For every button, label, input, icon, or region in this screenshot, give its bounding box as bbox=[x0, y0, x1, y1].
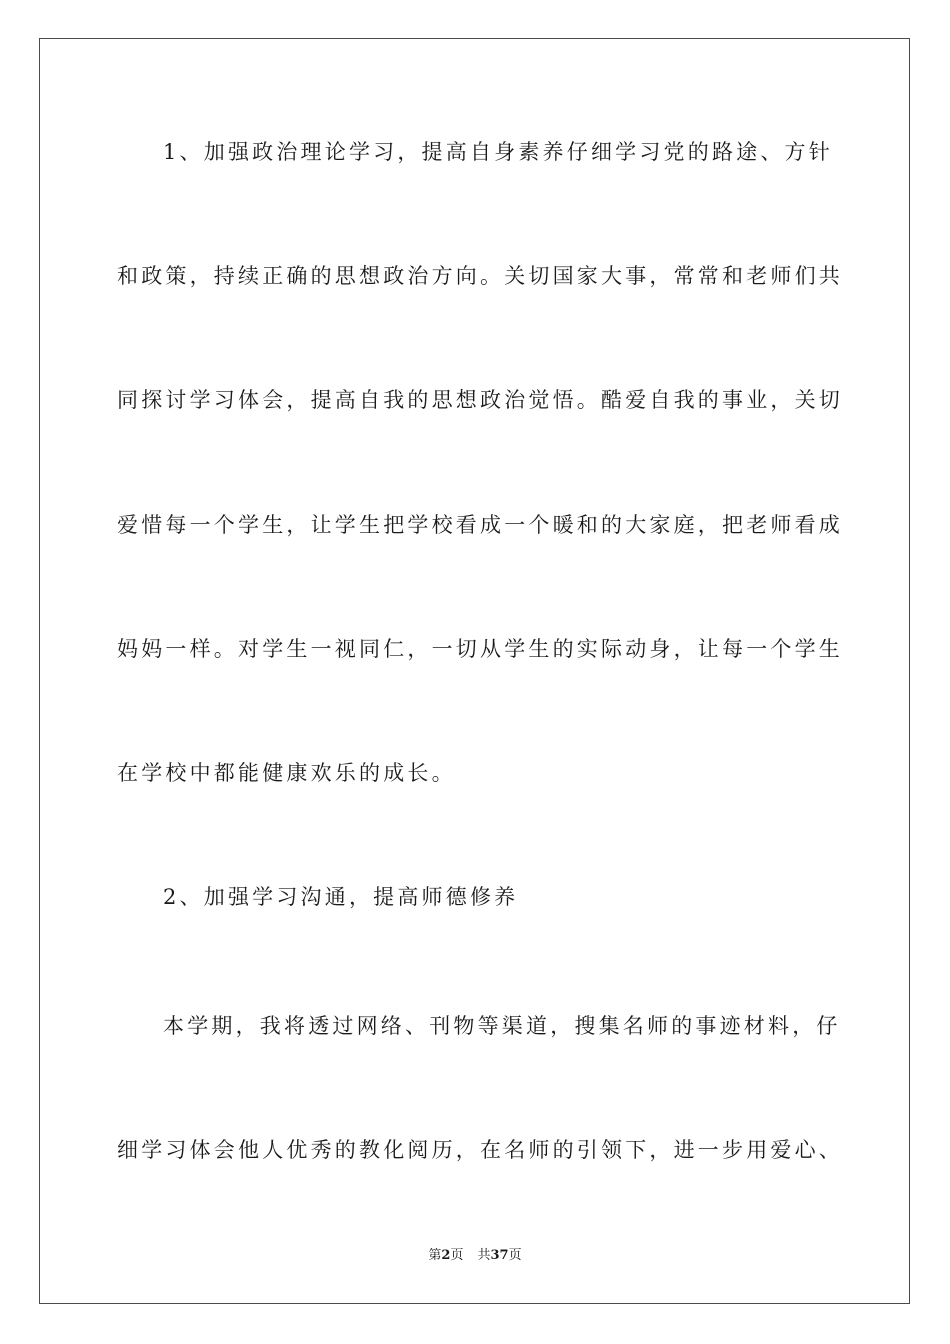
total-prefix: 共 bbox=[477, 1248, 491, 1263]
total-pages: 37 bbox=[490, 1248, 509, 1263]
page-number: 2 bbox=[441, 1248, 451, 1263]
page-footer bbox=[0, 1247, 950, 1265]
total-suffix: 页 bbox=[508, 1248, 522, 1263]
paragraph-line-9: 细学习体会他人优秀的教化阅历，在名师的引领下，进一步用爱心、 bbox=[117, 1138, 843, 1162]
section-heading-2: 2、加强学习沟通，提高师德修养 bbox=[163, 885, 519, 909]
page-suffix: 页 bbox=[450, 1248, 464, 1263]
paragraph-line-3: 同探讨学习体会，提高自我的思想政治觉悟。酷爱自我的事业，关切 bbox=[117, 388, 843, 412]
page-border bbox=[39, 38, 910, 1304]
paragraph-line-4: 爱惜每一个学生，让学生把学校看成一个暖和的大家庭，把老师看成 bbox=[117, 513, 843, 537]
paragraph-line-1: 1、加强政治理论学习，提高自身素养仔细学习党的路途、方针 bbox=[163, 140, 833, 164]
paragraph-line-5: 妈妈一样。对学生一视同仁，一切从学生的实际动身，让每一个学生 bbox=[117, 637, 843, 661]
paragraph-line-8: 本学期，我将透过网络、刊物等渠道，搜集名师的事迹材料，仔 bbox=[163, 1014, 841, 1038]
paragraph-line-6: 在学校中都能健康欢乐的成长。 bbox=[117, 761, 456, 785]
paragraph-line-2: 和政策，持续正确的思想政治方向。关切国家大事，常常和老师们共 bbox=[117, 264, 843, 288]
page-prefix: 第 bbox=[428, 1248, 442, 1263]
